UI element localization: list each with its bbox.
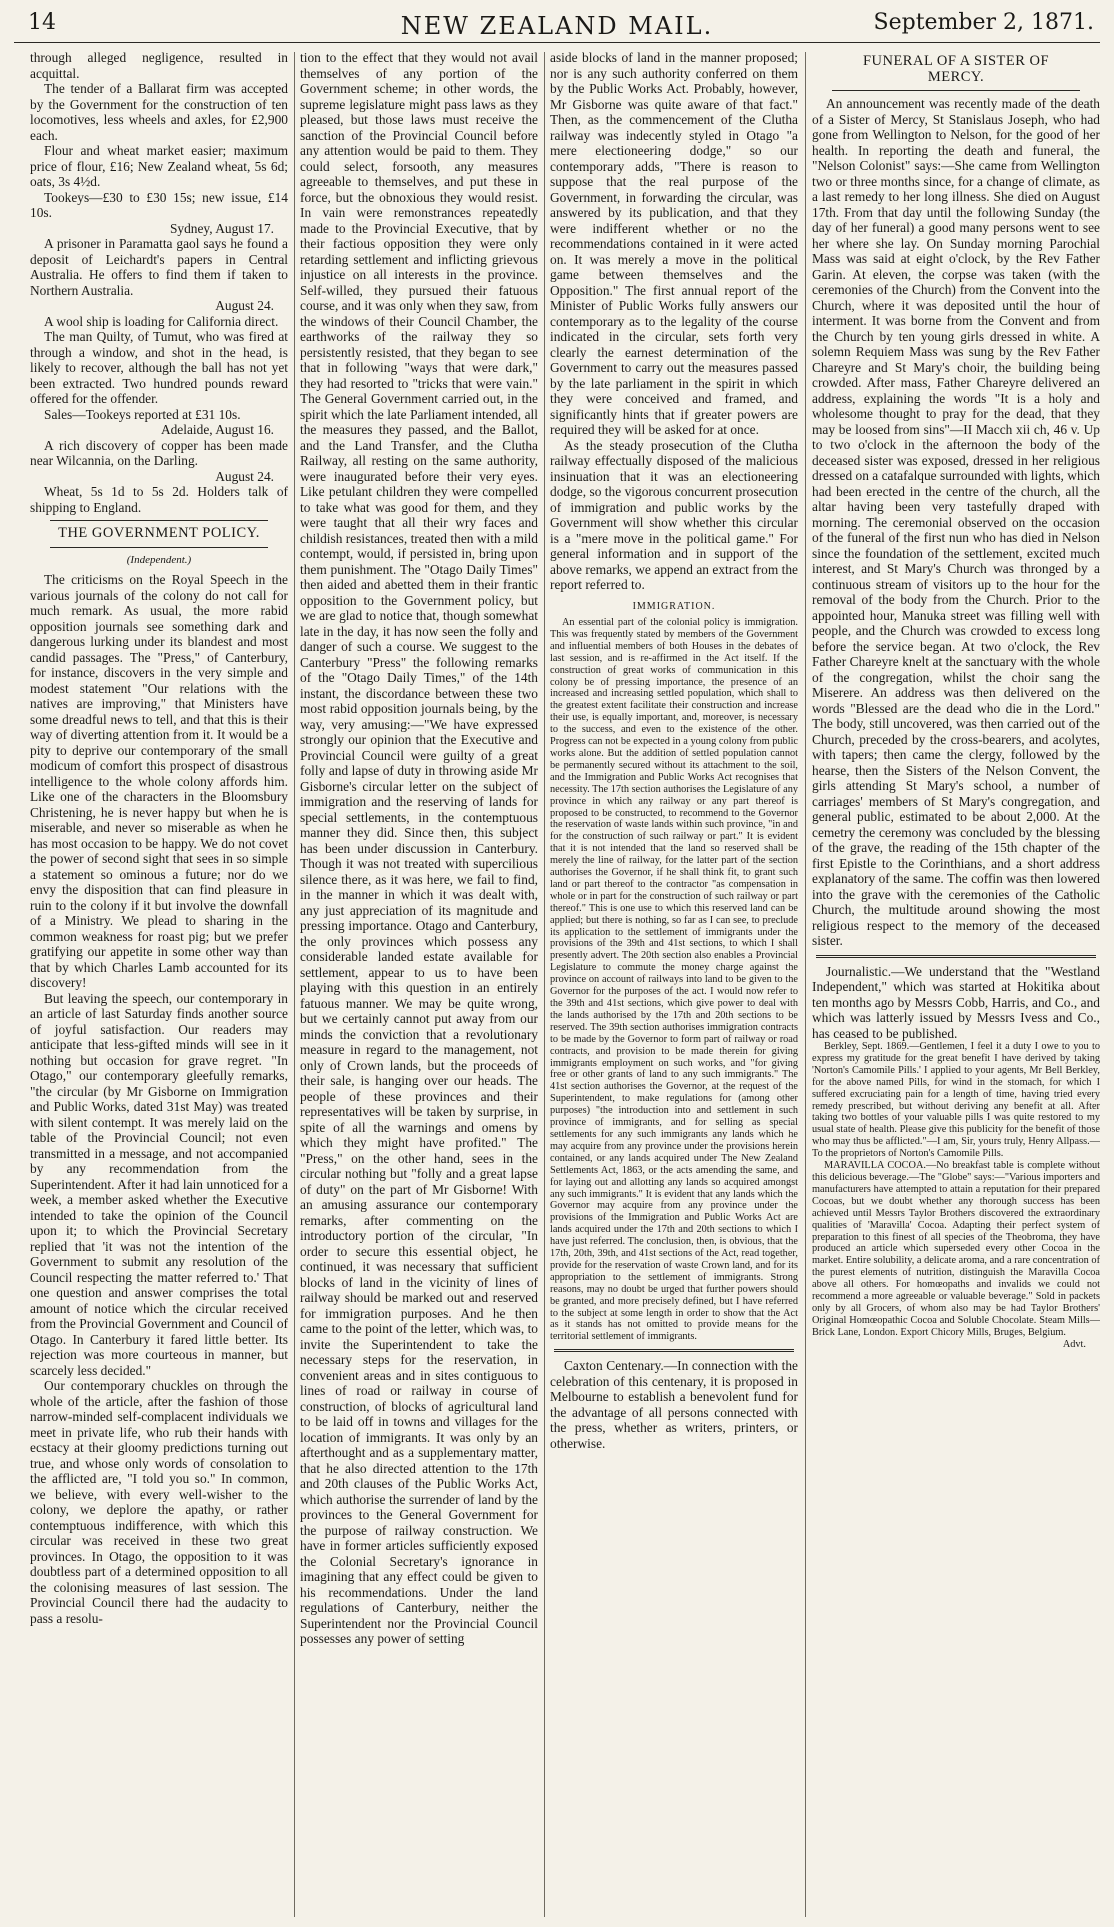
dateline: August 24. [215, 468, 274, 484]
paragraph: Flour and wheat market easier; maximum price of flour, £16; New Zealand wheat, 5s 6d; oats, 3s 4½d. [30, 143, 288, 189]
page-number: 14 [28, 10, 56, 35]
paragraph: aside blocks of land in the manner proposed; nor is any such authority conferred on them by the Public Works Act. Probably, however, Mr Gisborne was quite aware of that fact." Then, as the commencement of the Clutha railway was indecently styled in Otago "a mere electioneering dodge," so our contemporary adds, "There is reason to suppose that the real purpose of the Government, in forwarding the circular, was answered by its publication, and that they were indifferent whether or no the recommendations contained in it were acted on. It was merely a move in the political game between themselves and the Opposition." The first annual report of the Minister of Public Works fully answers our contemporary as to the legality of the course indicated in the circular, sets forth very clearly the earnest determination of the Government to carry out the measures passed by the late parliament in the spirit in which they were conceived and framed, and significantly hints that if greater powers are required they will be asked for at once. [550, 50, 798, 437]
advertisement-marker: Advt. [1062, 1338, 1086, 1350]
paragraph: Tookeys—£30 to £30 15s; new issue, £14 10s. [30, 189, 288, 220]
paragraph: A rich discovery of copper has been made near Wilcannia, on the Darling. [30, 437, 288, 468]
section-rule [50, 547, 268, 548]
dateline: August 24. [215, 298, 274, 313]
paragraph: The man Quilty, of Tumut, who was fired at through a window, and shot in the head, is likely to recover, although the ball has not yet been extracted. Two hundred pounds reward offered for the offender. [30, 329, 288, 406]
report-extract [550, 617, 798, 1343]
paragraph: tion to the effect that they would not avail themselves of any portion of the Government scheme; in other words, the supreme legislature might pass laws as they pleased, but those laws must receive the sanction of the Provincial Council before any attention would be paid to them. They could select, forsooth, any measures agreeable to themselves, and put these in force, but the obnoxious they would resist. In vain were remonstrances repeatedly made to the Provincial Executive, that by their factious opposition they were only retarding settlement and inflicting grievous injustice on all interests in the province. Self-willed, they pursued their fatuous course, and it was only when they saw, from the windows of their Council Chamber, the earthworks of the railway they so persistently resisted, that they began to see that in following "ways that were dark," they had resorted to "tricks that were vain." The General Government carried out, in the spirit which the late Parliament intended, all the measures they passed, and the Ballot, and the Land Transfer, and the Clutha Railway, all resting on the same authority, were inaugurated before their very eyes. Like petulant children they were compelled to take what was good for them, and they were taught that all their wry faces and childish resistances, treated then with a mild contempt, would, if persisted in, bring upon them punishment. The "Otago Daily Times" then aided and abetted them in their frantic opposition to the Government policy, but we are glad to notice that, though somewhat late in the day, it has now seen the folly and danger of such a course. We suggest to the Canterbury "Press" the following remarks of the "Otago Daily Times," of the 14th instant, the discordance between these two most rabid opposition journals being, by the way, very amusing:—"We have expressed strongly our opinion that the Executive and Provincial Council were guilty of a great folly and lapse of duty in throwing aside Mr Gisborne's circular letter on the subject of immigration and the reserving of lands for special settlements, in the contemptuous manner they did. Since then, this subject has been under discussion in Canterbury. Though it was not treated with supercilious silence there, as it was here, we fail to find, in the manner in which it was dealt with, any just appreciation of its magnitude and pressing importance. Otago and Canterbury, the only provinces which possess any considerable landed estate available for settlement, appear to us to have been playing with this question in an entirely fatuous manner. We may be quite wrong, but we certainly cannot put away from our minds the conviction that a revolutionary measure in regard to the management, not only of Crown lands, but the proceeds of their sale, is hanging over our heads. The people of these provinces and their representatives will be taken by surprise, in spite of all the warnings and omens by which they might have profited." The "Press," on the other hand, sees in the circular nothing but "folly and a great lapse of duty" on the part of Mr Gisborne! With an amusing assurance our contemporary remarks, after commenting on the introductory portion of the circular, "In order to secure this essential object, he continued, it was necessary that sufficient blocks of land in the vicinity of lines of railway should be marked out and reserved for immigration purposes. And he then came to the point of the letter, which was, to invite the Superintendent to take the necessary steps for the reservation, in convenient areas and in sites contiguous to lines of road or railway in course of construction, of blocks of agricultural land to be laid off in towns and villages for the location of immigrants. It was only by an afterthought and as a supplementary matter, that he also directed attention to the 17th and 20th clauses of the Public Works Act, which authorise the surrender of land by the provinces to the General Government for the purpose of railway construction. We have in former articles sufficiently exposed the Colonial Secretary's ignorance in imagining that any effect could be given to his recommendations. Under the land regulations of Canterbury, neither the Superintendent nor the Provincial Council possesses any power of setting [300, 50, 538, 1646]
column-1 [30, 50, 288, 1919]
newspaper-title: NEW ZEALAND MAIL. [400, 12, 714, 40]
paragraph: Wheat, 5s 1d to 5s 2d. Holders talk of shipping to England. [30, 484, 288, 515]
paragraph: An essential part of the colonial policy is immigration. This was frequently stated by members of the Government and influential members of both Houses in the debates of last session, and is re-affirmed in the Act itself. If the construction of great works of communication in this colony be of pressing importance, the presence of an increased and increasing settled population, which shall to the greatest extent facilitate their construction and increase their use, is equally important, and, moreover, is necessary to the success, and even to the existence of the other. Progress can not be expected in a young colony from public works alone. But the addition of settled population cannot be permanently secured without its attachment to the soil, and the Immigration and Public Works Act recognises that necessity. The 17th section authorises the Legislature of any province in which any railway or any part thereof is proposed to be constructed, to recommend to the Governor the reservation of waste lands within such province, "in and for the construction of such railway or part." It is evident that it is not intended that the land so reserved shall be merely the line of railway, for the latter part of the section authorises the Governor, if he shall think fit, to grant such land or part thereof to the contractor "as compensation in whole or in part for the construction of such railway or part thereof." This is one use to which this reserved land can be applied; but there is nothing, so far as I can see, to preclude its application to the settlement of immigrants under the provisions of the 39th and 41st sections, to which I shall presently advert. The 20th section also enables a Provincial Legislature to commute the money charge against the province on account of railways into land to be given to the Governor for the purposes of the act. I would now refer to the 39th and 41st sections, which give power to deal with the lands authorised by the 17th and 20th sections to be reserved. The 39th section authorises immigration contracts to be made by the Governor to form part of railway or road contracts, and provision to be made therein for giving immigrants employment on such works, and "for giving free or other grants of land to any such immigrants." The 41st section authorises the Governor, at the request of the Superintendent, to make regulations for (among other purposes) "the introduction into and settlement in such province of immigrants, and for selling as special settlements for any such immigrants any lands which he may acquire from any province under the provisions herein contained, or any lands acquired under The New Zealand Settlements Act, 1863, or the acts amending the same, and for laying out and allotting any lands so acquired amongst any such immigrants." It is evident that any lands which the Governor may acquire from any province under the provisions of the Immigration and Public Works Act are lands acquired under the 17th and 20th sections to which I have just referred. The conclusion, then, is obvious, that the 17th, 20th, 39th, and 41st sections of the Act, read together, provide for the reservation of waste Crown land, and for its appropriation to the settlement of immigrants. Strong reasons, may no doubt be urged that further powers should be granted, and more precisely defined, but I have referred to the subject at some length in order to show that the Act as it stands has not omitted to provide means for the territorial settlement of immigrants. [550, 617, 798, 1343]
column-rule [544, 52, 545, 1917]
article-title-line: MERCY. [927, 68, 985, 85]
paragraph: A prisoner in Paramatta gaol says he found a deposit of Leichardt's papers in Central Australia. He offers to find them if taken to Northern Australia. [30, 236, 288, 298]
issue-date: September 2, 1871. [873, 10, 1094, 35]
column-rule [805, 52, 806, 1917]
section-subtitle: IMMIGRATION. [632, 600, 716, 612]
article-source: (Independent.) [126, 553, 192, 566]
paragraph: But leaving the speech, our contemporary in an article of last Saturday finds another source of joyful satisfaction. Our readers may anticipate that less-gifted minds will see in it nothing but occasion for grave regret. "In Otago," our contemporary gleefully remarks, "the circular (by Mr Gisborne on Immigration and Public Works, dated 31st May) was treated with silent contempt. It was merely laid on the table of the Provincial Council; not even transmitted in a message, and not accompanied by any recommendation from the Superintendent. After it had lain unnoticed for a week, a member asked whether the Executive intended to take the opinion of the Council upon it; to which the Provincial Secretary replied that 'it was not the intention of the Government to submit any resolution of the Council respecting the matter referred to.' That one question and answer comprises the total amount of notice which the circular received from the Provincial Government and Council of Otago. In Canterbury it fared little better. Its rejection was more courteous in manner, but scarcely less decided." [30, 990, 288, 1378]
section-rule [50, 520, 268, 521]
section-rule [816, 955, 1096, 958]
paragraph: through alleged negligence, resulted in acquittal. [30, 50, 288, 81]
column-rule [294, 52, 295, 1917]
dateline: Sydney, August 17. [169, 220, 274, 236]
dateline: Adelaide, August 16. [160, 422, 274, 437]
column-3 [550, 50, 798, 1919]
article-title-line: FUNERAL OF A SISTER OF [862, 53, 1050, 69]
paragraph: The criticisms on the Royal Speech in the various journals of the colony do not call for much remark. As usual, the more rabid opposition journals see something dark and dangerous lurking under its blandest and most candid passages. The "Press," of Canterbury, for instance, discovers in the very simple and modest statement "Our relations with the natives are improving," that Ministers have some dreadful news to tell, and that this is their way of diverting attention from it. It would be a pity to deprive our contemporary of the small modicum of comfort this prospect of disastrous intelligence to the whole colony affords him. Like one of the characters in the Bloomsbury Christening, he is never happy but when he is miserable, and never so miserable as when he has most occasion to be happy. We do not covet the power of second sight that sees in so simple a statement so ominous a future; nor do we envy the disposition that can find pleasure in ruin to the colony if it but involve the downfall of a Ministry. We plead to sharing in the common weakness for roast pig; but we prefer gratifying our appetite in some other way than that by which Charles Lamb accounted for its discovery! [30, 572, 288, 990]
paragraph: As the steady prosecution of the Clutha railway effectually disposed of the malicious insinuation that it was an electioneering dodge, so the vigorous concurrent prosecution of immigration and public works by the Government will show whether this circular is a "mere move in the political game." For general information and in support of the above remarks, we append an extract from the report referred to. [550, 437, 798, 592]
paragraph: Sales—Tookeys reported at £31 10s. [44, 406, 241, 422]
paragraph: Caxton Centenary.—In connection with the celebration of this centenary, it is proposed in Melbourne to establish a benevolent fund for the advantage of all persons connected with the press, whether as writers, printers, or otherwise. [550, 1358, 798, 1451]
paragraph: An announcement was recently made of the death of a Sister of Mercy, St Stanislaus Joseph, who had gone from Wellington to Nelson, for the good of her health. In reporting the death and funeral, the "Nelson Colonist" says:—She came from Wellington two or three months since, for a change of climate, as a last remedy to her long illness. She died on August 17th. From that day until the following Sunday (the day of her funeral) a good many persons went to see her where she lay. On Sunday morning Parochial Mass was said at eight o'clock, by the Rev Father Garin. At eleven, the corpse was taken (with the ceremonies of the Church) from the Convent into the Church, where it was deposited until the hour of interment. It was borne from the Convent and from the Church by ten young girls dressed in white. A solemn Requiem Mass was sung by the Rev Father Chareyre and St Mary's choir, the building being crowded. After mass, Father Chareyre delivered an address, explaining the words "It is a holy and wholesome thought to pray for the dead, that they may be loosed from sins"—II Macch xii ch, 46 v. Up to two o'clock in the afternoon the body of the deceased sister was exposed, dressed in her religious dressed on a catafalque surrounded with lights, which had been erected in the centre of the church, all the altar having been very tastefully draped with morning. The ceremonial observed on the occasion of the funeral of the first nun who has died in Nelson since the foundation of the settlement, excited much interest, and St Mary's Church was thronged by a continuous stream of visitors up to the hour for the removal of the body from the Church. Prior to the appointed hour, Manuka street was filling well with people, and the Church was crowded to excess long before the service began. At two o'clock, the Rev Father Chareyre knelt at the sanctuary with the whole of the congregation, whilst the choir sang the Miserere. An address was then delivered on the words "Blessed are the dead who die in the Lord." The body, still uncovered, was then carried out of the Church, preceded by the cross-bearers, and acolytes, with tapers; then came the clergy, followed by the hearse, then the Sisters of the Nelson Convent, the girls attending St Mary's school, a number of carriages' members of St Mary's congregation, and general public, estimated to be about 2,000. At the cemetry the ceremony was concluded by the blessing of the grave, the reading of the 15th chapter of the first Epistle to the Corinthians, and a short address explanatory of the same. The coffin was then lowered into the grave with the ceremonies of the Catholic Church, the multitude around showing the most religious respect to the memory of the deceased sister. [812, 96, 1100, 948]
column-2 [300, 50, 538, 1919]
article-title [812, 54, 1100, 85]
paragraph: The tender of a Ballarat firm was accepted by the Government for the construction of ten locomotives, less wheels and axles, for £2,900 each. [30, 81, 288, 143]
paragraph: Journalistic.—We understand that the "Westland Independent," which was started at Hokitika about ten months ago by Messrs Cobb, Harris, and Co., and which was latterly issued by Messrs Ivess and Co., has ceased to be published. [812, 963, 1100, 1041]
paragraph: Berkley, Sept. 1869.—Gentlemen, I feel it a duty I owe to you to express my gratitude for the great benefit I have derived by taking 'Norton's Camomile Pills.' I applied to your agents, Mr Bell Berkley, for the above named Pills, for wind in the stomach, for which I suffered excruciating pain for a length of time, having tried every remedy prescribed, but without deriving any benefit at all. After taking two bottles of your valuable pills I was quite restored to my usual state of health. Please give this publicity for the benefit of those who may thus be afflicted."—I am, Sir, yours truly, Henry Allpass.—To the proprietors of Norton's Camomile Pills. [812, 1041, 1100, 1160]
paragraph: MARAVILLA COCOA.—No breakfast table is complete without this delicious beverage.—The "Globe" says:—"Various importers and manufacturers have attempted to attain a reputation for their prepared Cocoas, but we doubt whether any thorough success has been achieved until Messrs Taylor Brothers discovered the extraordinary qualities of 'Maravilla' Cocoa. Adapting their perfect system of preparation to this finest of all species of the Theobroma, they have produced an article which superseded every other Cocoa in the market. Entire solubility, a delicate aroma, and a rare concentration of the purest elements of nutrition, distinguish the Maravilla Cocoa above all others. For homœopaths and invalids we could not recommend a more agreeable or valuable beverage." Sold in packets only by all Grocers, of whom also may be had Taylor Brothers' Original Homœopathic Cocoa and Soluble Chocolate. Steam Mills—Brick Lane, London. Export Chicory Mills, Bruges, Belgium. [812, 1160, 1100, 1338]
advertisement [812, 1041, 1100, 1351]
section-rule [554, 1349, 794, 1352]
section-rule [832, 90, 1080, 91]
paragraph: A wool ship is loading for California direct. [44, 313, 279, 329]
paragraph: Our contemporary chuckles on through the whole of the article, after the fashion of those narrow-minded self-complacent individuals we meet in private life, who rub their hands with ecstacy at their gloomy predictions turning out true, and whose only words of consolation to the afflicted are, "I told you so." In common, we believe, with every well-wisher to the colony, we deplore the apathy, or rather contemptuous indifference, with which this circular was received in these two great provinces. In Otago, the opposition to it was doubtless part of a determined opposition to all the colonising measures of last session. The Provincial Council there had the audacity to pass a resolu- [30, 1378, 288, 1626]
column-4 [812, 50, 1100, 1919]
article-title: THE GOVERNMENT POLICY. [58, 525, 260, 541]
masthead [14, 6, 1100, 43]
